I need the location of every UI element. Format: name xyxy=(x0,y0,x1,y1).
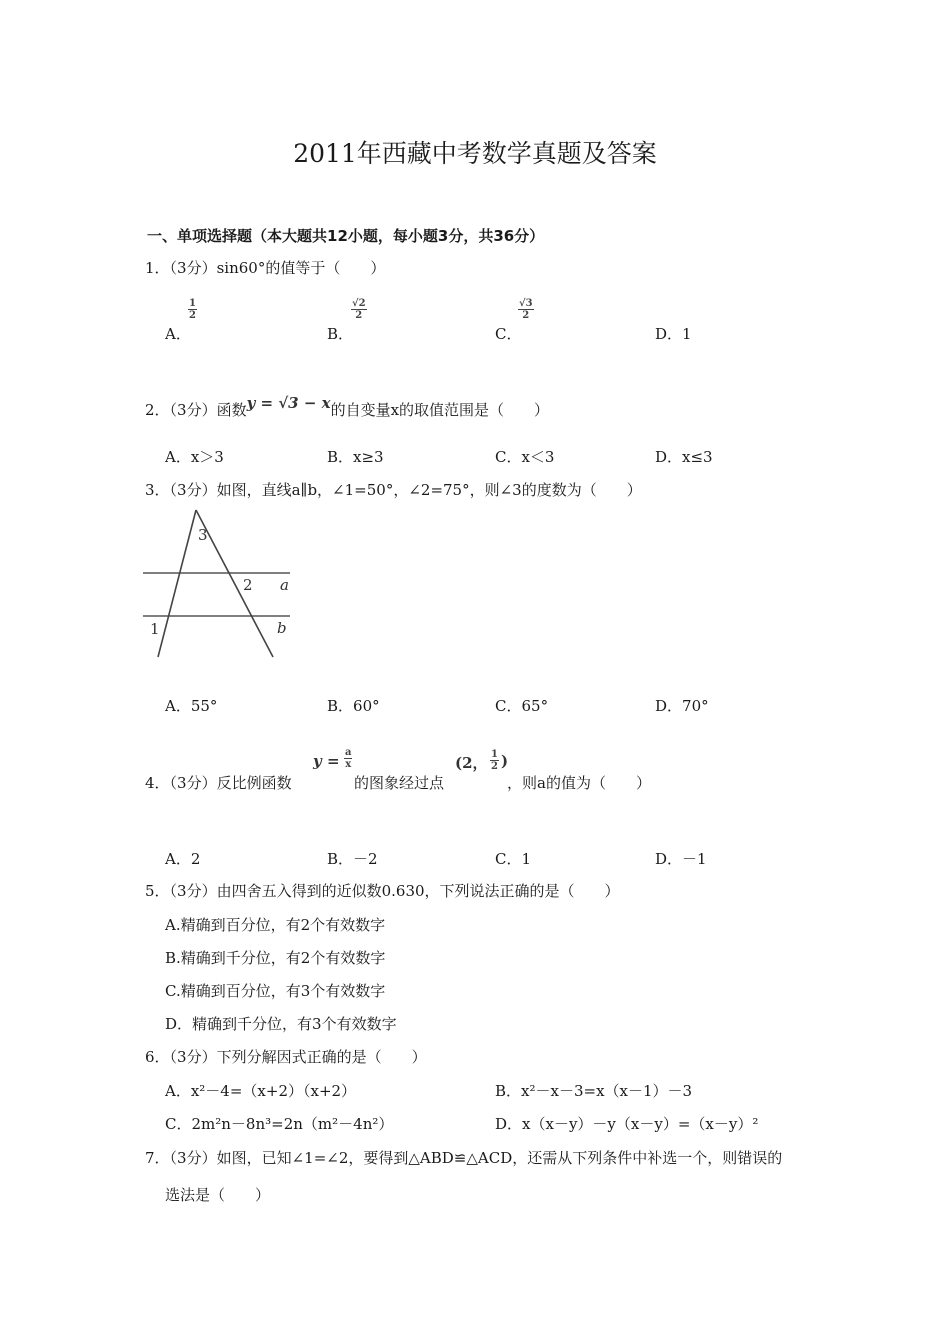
q2-option-b: B．x≥3 xyxy=(327,448,384,466)
q2-prefix: 2．（3分）函数 xyxy=(145,401,247,419)
q2-formula: y = √3 − x xyxy=(246,394,331,412)
q2-option-a: A．x＞3 xyxy=(165,448,224,466)
q6-option-c: C．2m²n－8n³=2n（m²－4n²） xyxy=(165,1115,394,1133)
q3-figure xyxy=(140,505,300,660)
page-title: 2011年西藏中考数学真题及答案 xyxy=(293,139,657,168)
line-a-label: a xyxy=(280,576,289,594)
q2-option-d: D．x≤3 xyxy=(655,448,713,466)
angle-2-label: 2 xyxy=(243,576,253,594)
q6-option-d: D．x（x－y）－y（x－y）=（x－y）² xyxy=(495,1115,759,1133)
q5-option-b: B.精确到千分位，有2个有效数字 xyxy=(165,949,386,967)
q3-option-c: C．65° xyxy=(495,697,549,715)
question-5-stem: 5．（3分）由四舍五入得到的近似数0.630，下列说法正确的是（ ） xyxy=(145,882,620,900)
q4-fraction: $\frac{a}{x}$ xyxy=(345,747,352,770)
left-transversal xyxy=(158,510,196,657)
q4-point-close: ) xyxy=(501,752,509,770)
q6-option-b: B．x²－x－3=x（x－1）－3 xyxy=(495,1082,693,1100)
q4-middle: 的图象经过点 xyxy=(354,774,445,792)
q2-option-c: C．x＜3 xyxy=(495,448,555,466)
q1-option-a: A． xyxy=(165,325,191,343)
section-heading: 一、单项选择题（本大题共12小题，每小题3分，共36分） xyxy=(147,227,545,245)
q4-option-d: D．－1 xyxy=(655,850,707,868)
q4-option-c: C．1 xyxy=(495,850,532,868)
question-2-stem xyxy=(145,394,550,420)
q4-formula-y: y = xyxy=(313,752,340,770)
q4-point: (2， xyxy=(455,754,488,772)
q5-option-a: A.精确到百分位，有2个有效数字 xyxy=(165,916,386,934)
question-6-stem: 6．（3分）下列分解因式正确的是（ ） xyxy=(145,1048,427,1066)
angle-1-label: 1 xyxy=(150,620,160,638)
q4-option-a: A．2 xyxy=(165,850,201,868)
q5-option-c: C.精确到百分位，有3个有效数字 xyxy=(165,982,386,1000)
q3-option-a: A．55° xyxy=(165,697,218,715)
q1-fraction-b: $\frac{√2}{2}$ xyxy=(352,298,366,321)
line-b-label: b xyxy=(277,619,287,637)
q5-option-d: D．精确到千分位，有3个有效数字 xyxy=(165,1015,397,1033)
q4-option-b: B．－2 xyxy=(327,850,378,868)
q4-prefix: 4．（3分）反比例函数 xyxy=(145,774,292,792)
q4-point-fraction: $\frac{1}{2}$ xyxy=(491,749,498,772)
q1-fraction-c: $\frac{√3}{2}$ xyxy=(519,298,533,321)
question-1-stem: 1．（3分）sin60°的值等于（ ） xyxy=(145,259,386,277)
angle-3-label: 3 xyxy=(198,526,208,544)
q3-option-b: B．60° xyxy=(327,697,380,715)
q2-suffix: 的自变量x的取值范围是（ ） xyxy=(330,401,550,419)
q1-option-c: C． xyxy=(495,325,522,343)
q1-option-d: D．1 xyxy=(655,325,692,343)
q6-option-a: A．x²－4=（x+2）（x+2） xyxy=(165,1082,357,1100)
q4-suffix: ，则a的值为（ ） xyxy=(507,774,651,792)
right-transversal xyxy=(196,510,273,657)
q3-option-d: D．70° xyxy=(655,697,709,715)
question-7-line-1: 7．（3分）如图，已知∠1=∠2，要得到△ABD≌△ACD，还需从下列条件中补选一个，则错误的 xyxy=(145,1149,783,1167)
question-3-stem: 3．（3分）如图，直线a∥b，∠1=50°，∠2=75°，则∠3的度数为（ ） xyxy=(145,481,642,499)
q1-fraction-a: $\frac{1}{2}$ xyxy=(189,298,196,321)
question-7-line-2: 选法是（ ） xyxy=(165,1186,271,1204)
q1-option-b: B． xyxy=(327,325,354,343)
